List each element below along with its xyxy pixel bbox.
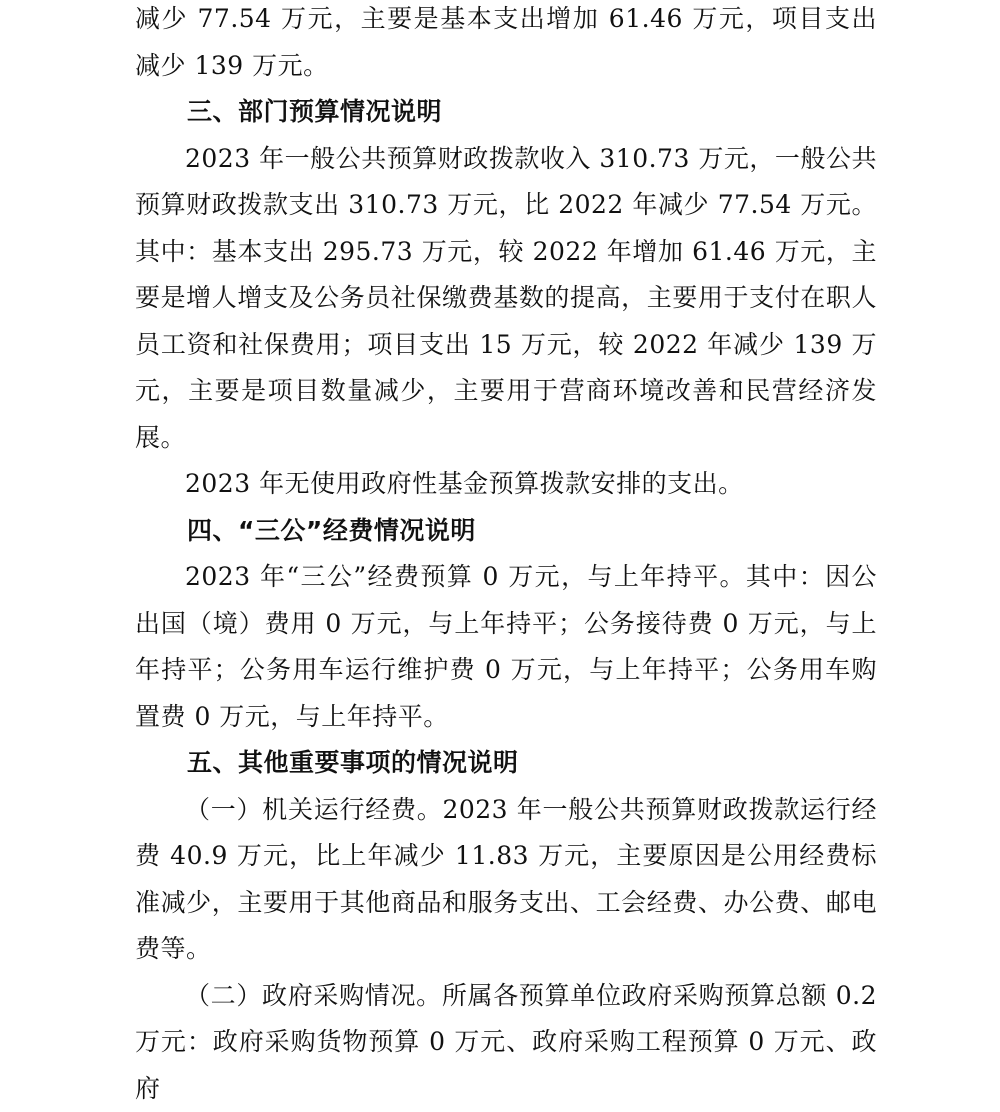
heading-three-public-expenses: 四、“三公”经费情况说明 <box>135 508 877 555</box>
document-body <box>135 0 877 1112</box>
heading-department-budget: 三、部门预算情况说明 <box>135 89 877 136</box>
paragraph-budget-change-summary: 减少 77.54 万元，主要是基本支出增加 61.46 万元，项目支出减少 139 万元。 <box>135 0 877 89</box>
paragraph-government-fund-budget: 2023 年无使用政府性基金预算拨款安排的支出。 <box>135 461 877 508</box>
heading-other-important-matters: 五、其他重要事项的情况说明 <box>135 740 877 787</box>
paragraph-three-public-expenses: 2023 年“三公”经费预算 0 万元，与上年持平。其中：因公出国（境）费用 0 万元，与上年持平；公务接待费 0 万元，与上年持平；公务用车运行维护费 0 万元，与上年持平；公务用车购置费 0 万元，与上年持平。 <box>135 554 877 740</box>
paragraph-general-public-budget: 2023 年一般公共预算财政拨款收入 310.73 万元，一般公共预算财政拨款支出 310.73 万元，比 2022 年减少 77.54 万元。其中：基本支出 295.73 万元，较 2022 年增加 61.46 万元，主要是增人增支及公务员社保缴费基数的提高，主要用于支付在职人员工资和社保费用；项目支出 15 万元，较 2022 年减少 139 万元，主要是项目数量减少，主要用于营商环境改善和民营经济发展。 <box>135 136 877 462</box>
paragraph-agency-operating-expenses: （一）机关运行经费。2023 年一般公共预算财政拨款运行经费 40.9 万元，比上年减少 11.83 万元，主要原因是公用经费标准减少，主要用于其他商品和服务支出、工会经费、办公费、邮电费等。 <box>135 787 877 973</box>
paragraph-government-procurement: （二）政府采购情况。所属各预算单位政府采购预算总额 0.2 万元：政府采购货物预算 0 万元、政府采购工程预算 0 万元、政府 <box>135 973 877 1112</box>
